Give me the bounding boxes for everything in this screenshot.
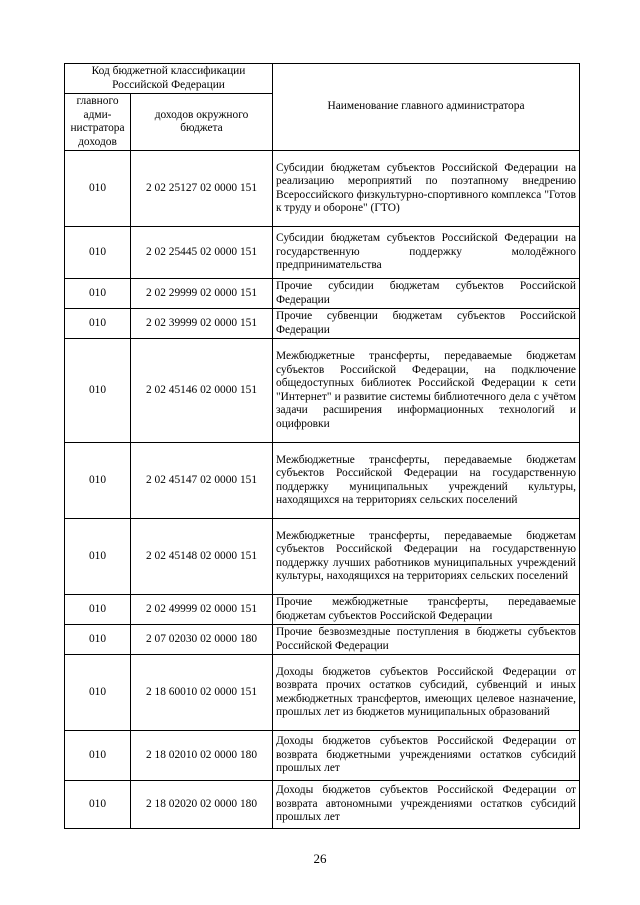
administrator-name-cell: Прочие субвенции бюджетам субъектов Российской Федерации [273, 309, 580, 339]
header-budget-classification-code: Код бюджетной классификации Российской Федерации [65, 64, 273, 94]
admin-code-cell: 010 [65, 519, 131, 595]
revenue-code-cell: 2 18 60010 02 0000 151 [131, 655, 273, 731]
table-row [65, 151, 580, 227]
header-district-budget-revenue: доходов окружного бюджета [131, 94, 273, 151]
admin-code-cell: 010 [65, 595, 131, 625]
revenue-code-cell: 2 18 02010 02 0000 180 [131, 731, 273, 781]
administrator-name-cell: Прочие межбюджетные трансферты, передаваемые бюджетам субъектов Российской Федерации [273, 595, 580, 625]
revenue-code-cell: 2 02 25127 02 0000 151 [131, 151, 273, 227]
admin-code-cell: 010 [65, 309, 131, 339]
table-row [65, 279, 580, 309]
administrator-name-cell: Межбюджетные трансферты, передаваемые бюджетам субъектов Российской Федерации, на подключение общедоступных библиотек Российской Федерации к сети "Интернет" и развитие системы библиотечного дела с учётом задачи расширения информационных технологий и оцифровки [273, 339, 580, 443]
table-row [65, 309, 580, 339]
table-header [65, 64, 580, 151]
revenue-code-cell: 2 02 39999 02 0000 151 [131, 309, 273, 339]
admin-code-cell: 010 [65, 655, 131, 731]
administrator-name-cell: Межбюджетные трансферты, передаваемые бюджетам субъектов Российской Федерации на государственную поддержку лучших работников муниципальных учреждений культуры, находящихся на территориях сельских поселений [273, 519, 580, 595]
table-row [65, 595, 580, 625]
administrator-name-cell: Доходы бюджетов субъектов Российской Федерации от возврата автономными учреждениями остатков субсидий прошлых лет [273, 781, 580, 829]
revenue-code-cell: 2 02 25445 02 0000 151 [131, 227, 273, 279]
table-row [65, 625, 580, 655]
admin-code-cell: 010 [65, 151, 131, 227]
revenue-code-cell: 2 02 45146 02 0000 151 [131, 339, 273, 443]
budget-classification-table [64, 63, 580, 829]
revenue-code-cell: 2 02 29999 02 0000 151 [131, 279, 273, 309]
administrator-name-cell: Межбюджетные трансферты, передаваемые бюджетам субъектов Российской Федерации на государственную поддержку муниципальных учреждений культуры, находящихся на территориях сельских поселений [273, 443, 580, 519]
revenue-code-cell: 2 02 45147 02 0000 151 [131, 443, 273, 519]
administrator-name-cell: Доходы бюджетов субъектов Российской Федерации от возврата прочих остатков субсидий, субвенций и иных межбюджетных трансфертов, имеющих целевое назначение, прошлых лет из бюджетов муниципальных образований [273, 655, 580, 731]
admin-code-cell: 010 [65, 279, 131, 309]
admin-code-cell: 010 [65, 731, 131, 781]
revenue-code-cell: 2 02 49999 02 0000 151 [131, 595, 273, 625]
page-number: 26 [313, 851, 327, 866]
revenue-code-cell: 2 18 02020 02 0000 180 [131, 781, 273, 829]
table-row [65, 227, 580, 279]
header-chief-administrator: главного адми-нистратора доходов [65, 94, 131, 151]
admin-code-cell: 010 [65, 339, 131, 443]
header-administrator-name: Наименование главного администратора [273, 64, 580, 151]
table-row [65, 731, 580, 781]
revenue-code-cell: 2 07 02030 02 0000 180 [131, 625, 273, 655]
table-row [65, 519, 580, 595]
administrator-name-cell: Прочие субсидии бюджетам субъектов Российской Федерации [273, 279, 580, 309]
admin-code-cell: 010 [65, 227, 131, 279]
administrator-name-cell: Субсидии бюджетам субъектов Российской Федерации на государственную поддержку молодёжного предпринимательства [273, 227, 580, 279]
admin-code-cell: 010 [65, 781, 131, 829]
administrator-name-cell: Прочие безвозмездные поступления в бюджеты субъектов Российской Федерации [273, 625, 580, 655]
admin-code-cell: 010 [65, 443, 131, 519]
table-row [65, 781, 580, 829]
revenue-code-cell: 2 02 45148 02 0000 151 [131, 519, 273, 595]
table-row [65, 655, 580, 731]
header-row-group [65, 64, 580, 94]
table-row [65, 339, 580, 443]
administrator-name-cell: Субсидии бюджетам субъектов Российской Федерации на реализацию мероприятий по поэтапному внедрению Всероссийского физкультурно-спортивного комплекса "Готов к труду и обороне" (ГТО) [273, 151, 580, 227]
table-body [65, 151, 580, 829]
admin-code-cell: 010 [65, 625, 131, 655]
administrator-name-cell: Доходы бюджетов субъектов Российской Федерации от возврата бюджетными учреждениями остатков субсидий прошлых лет [273, 731, 580, 781]
table-row [65, 443, 580, 519]
